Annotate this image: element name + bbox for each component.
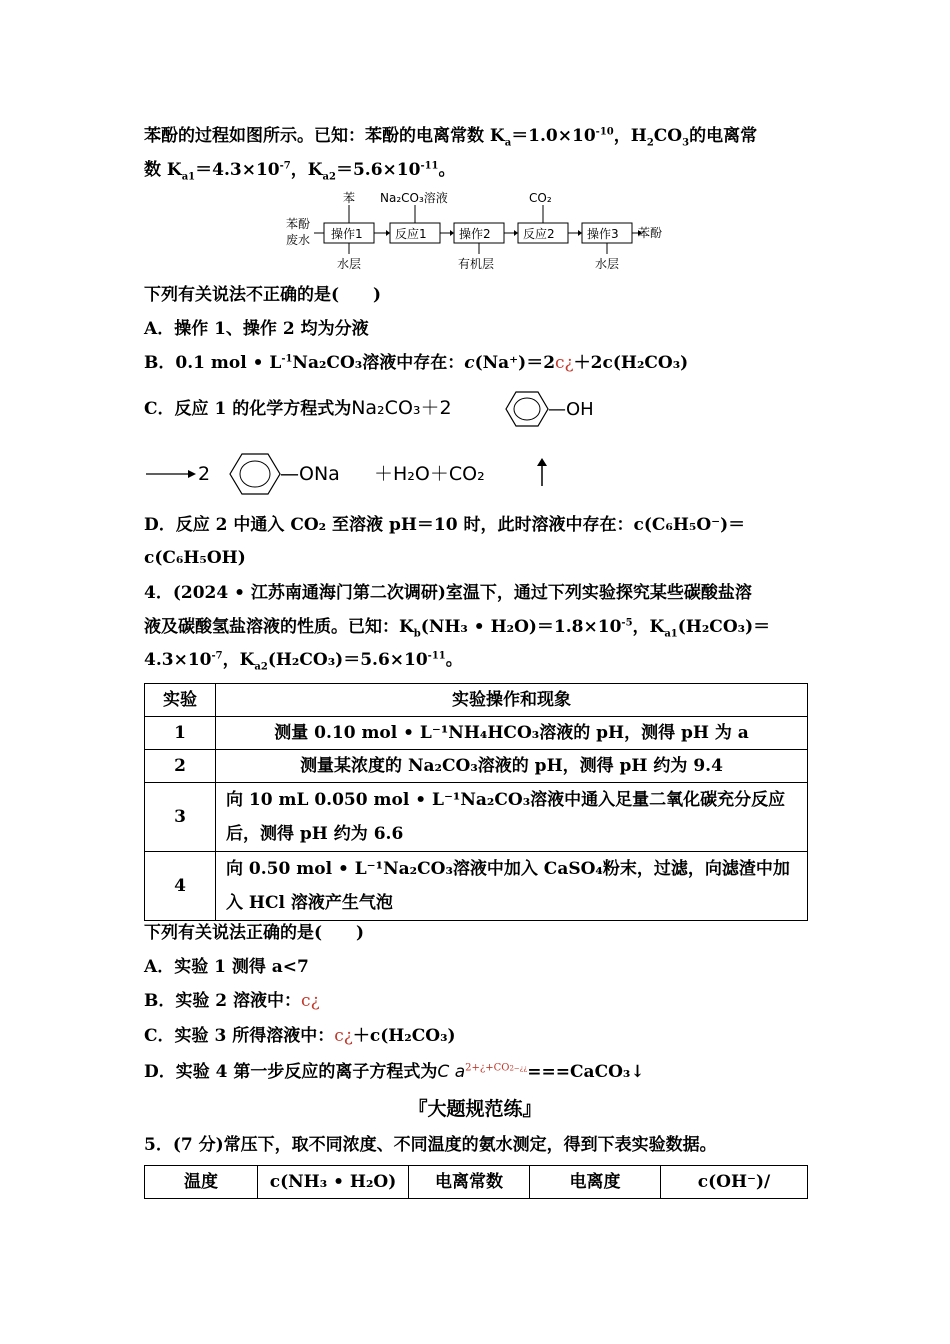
q4-options-stem: 下列有关说法正确的是( ) bbox=[144, 923, 365, 943]
table-row: 4 向 0.50 mol • L⁻¹Na₂CO₃溶液中加入 CaSO₄粉末，过滤，向滤渣中加 入 HCl 溶液产生气泡 bbox=[145, 852, 808, 921]
q3-option-c[interactable]: C．反应 1 的化学方程式为Na₂CO₃＋2 bbox=[144, 397, 452, 419]
q3-option-b[interactable]: B．0.1 mol • $L^{-1}Na_2CO_3$溶液中存在：c(Na⁺)＝2c¿＋2c(H₂CO₃) bbox=[144, 353, 689, 373]
flow-output-1: 水层 bbox=[337, 257, 362, 271]
intro-line-2: 数 $K_{a1}=4.3\times 10^{-7}$，$K_{a2}=5.6\times 10^{-11}$。 bbox=[144, 160, 456, 183]
q4-option-c[interactable]: C．实验 3 所得溶液中：c¿＋c(H₂CO₃) bbox=[144, 1026, 456, 1046]
flow-output-3: 水层 bbox=[595, 257, 620, 271]
svg-text:—ONa: —ONa bbox=[280, 463, 340, 485]
table-header-row bbox=[145, 684, 808, 717]
flow-reagent-1: 苯 bbox=[343, 191, 356, 205]
svg-text:操作3: 操作3 bbox=[587, 227, 619, 241]
intro-line-1: 苯酚的过程如图所示。已知：苯酚的电离常数 $K_a=1.0\times 10^{-10}$，$H_2CO_3$的电离常 bbox=[144, 126, 758, 149]
table-row: 1 测量 0.10 mol • L⁻¹NH₄HCO₃溶液的 pH，测得 pH 为 a bbox=[145, 717, 808, 750]
svg-text:操作2: 操作2 bbox=[459, 227, 491, 241]
phenoxide-equation bbox=[144, 450, 564, 498]
table-row: 3 向 10 mL 0.050 mol • L⁻¹Na₂CO₃溶液中通入足量二氧化碳充分反应 后，测得 pH 约为 6.6 bbox=[145, 783, 808, 852]
svg-text:反应2: 反应2 bbox=[523, 227, 555, 241]
svg-text:反应1: 反应1 bbox=[395, 227, 427, 241]
svg-text:＋H₂O＋CO₂: ＋H₂O＋CO₂ bbox=[374, 463, 485, 485]
q4-stem-line3: $4.3\times 10^{-7}$，$K_{a2}(H_2CO_3)=5.6\times 10^{-11}$。 bbox=[144, 650, 463, 673]
q4-option-a[interactable]: A．实验 1 测得 a<7 bbox=[144, 957, 309, 977]
experiment-table bbox=[144, 683, 808, 921]
q4-stem-line1: 4．(2024 • 江苏南通海门第二次调研)室温下，通过下列实验探究某些碳酸盐溶 bbox=[144, 583, 752, 603]
table-header: 实验 bbox=[145, 684, 216, 717]
flow-reagent-2: Na₂CO₃溶液 bbox=[380, 191, 448, 205]
svg-text:2: 2 bbox=[198, 463, 211, 485]
phenol-structure bbox=[494, 389, 604, 429]
svg-text:操作1: 操作1 bbox=[331, 227, 363, 241]
flow-output-2: 有机层 bbox=[458, 257, 495, 271]
q5-stem: 5．(7 分)常压下，取不同浓度、不同温度的氨水测定，得到下表实验数据。 bbox=[144, 1135, 717, 1155]
process-flowchart bbox=[286, 190, 666, 274]
table-row: 2 测量某浓度的 Na₂CO₃溶液的 pH，测得 pH 约为 9.4 bbox=[145, 750, 808, 783]
flow-input-1: 苯酚 bbox=[286, 217, 311, 231]
flow-input-2: 废水 bbox=[286, 233, 311, 247]
q4-option-b[interactable]: B．实验 2 溶液中：c¿ bbox=[144, 991, 320, 1011]
q4-stem-line2: 液及碳酸氢盐溶液的性质。已知：$K_b(NH_3$ • $H_2O)=1.8\times 10^{-5}$，$K_{a1}(H_2CO_3)=$ bbox=[144, 617, 771, 640]
q3-option-d-line1[interactable]: D．反应 2 中通入 CO₂ 至溶液 pH＝10 时，此时溶液中存在：c(C₆H₅O⁻)＝ bbox=[144, 515, 746, 535]
q3-option-d-line2: c(C₆H₅OH) bbox=[144, 548, 246, 568]
flow-reagent-3: CO₂ bbox=[529, 191, 552, 205]
q3-option-a[interactable]: A．操作 1、操作 2 均为分液 bbox=[144, 319, 369, 339]
flow-product: 苯酚 bbox=[638, 226, 663, 240]
svg-text:—OH: —OH bbox=[548, 399, 594, 420]
q5-table bbox=[144, 1165, 808, 1199]
table-header-row: 温度 c(NH₃ • H₂O) 电离常数 电离度 c(OH⁻)/ bbox=[145, 1166, 808, 1199]
section-title: 『大题规范练』 bbox=[408, 1098, 542, 1120]
q3-stem: 下列有关说法不正确的是( ) bbox=[144, 285, 382, 305]
table-header: 实验操作和现象 bbox=[216, 684, 808, 717]
q4-option-d[interactable]: D．实验 4 第一步反应的离子方程式为C $a^{2+¿+CO2-¿¿}===CaCO_3↓$ bbox=[144, 1062, 645, 1082]
